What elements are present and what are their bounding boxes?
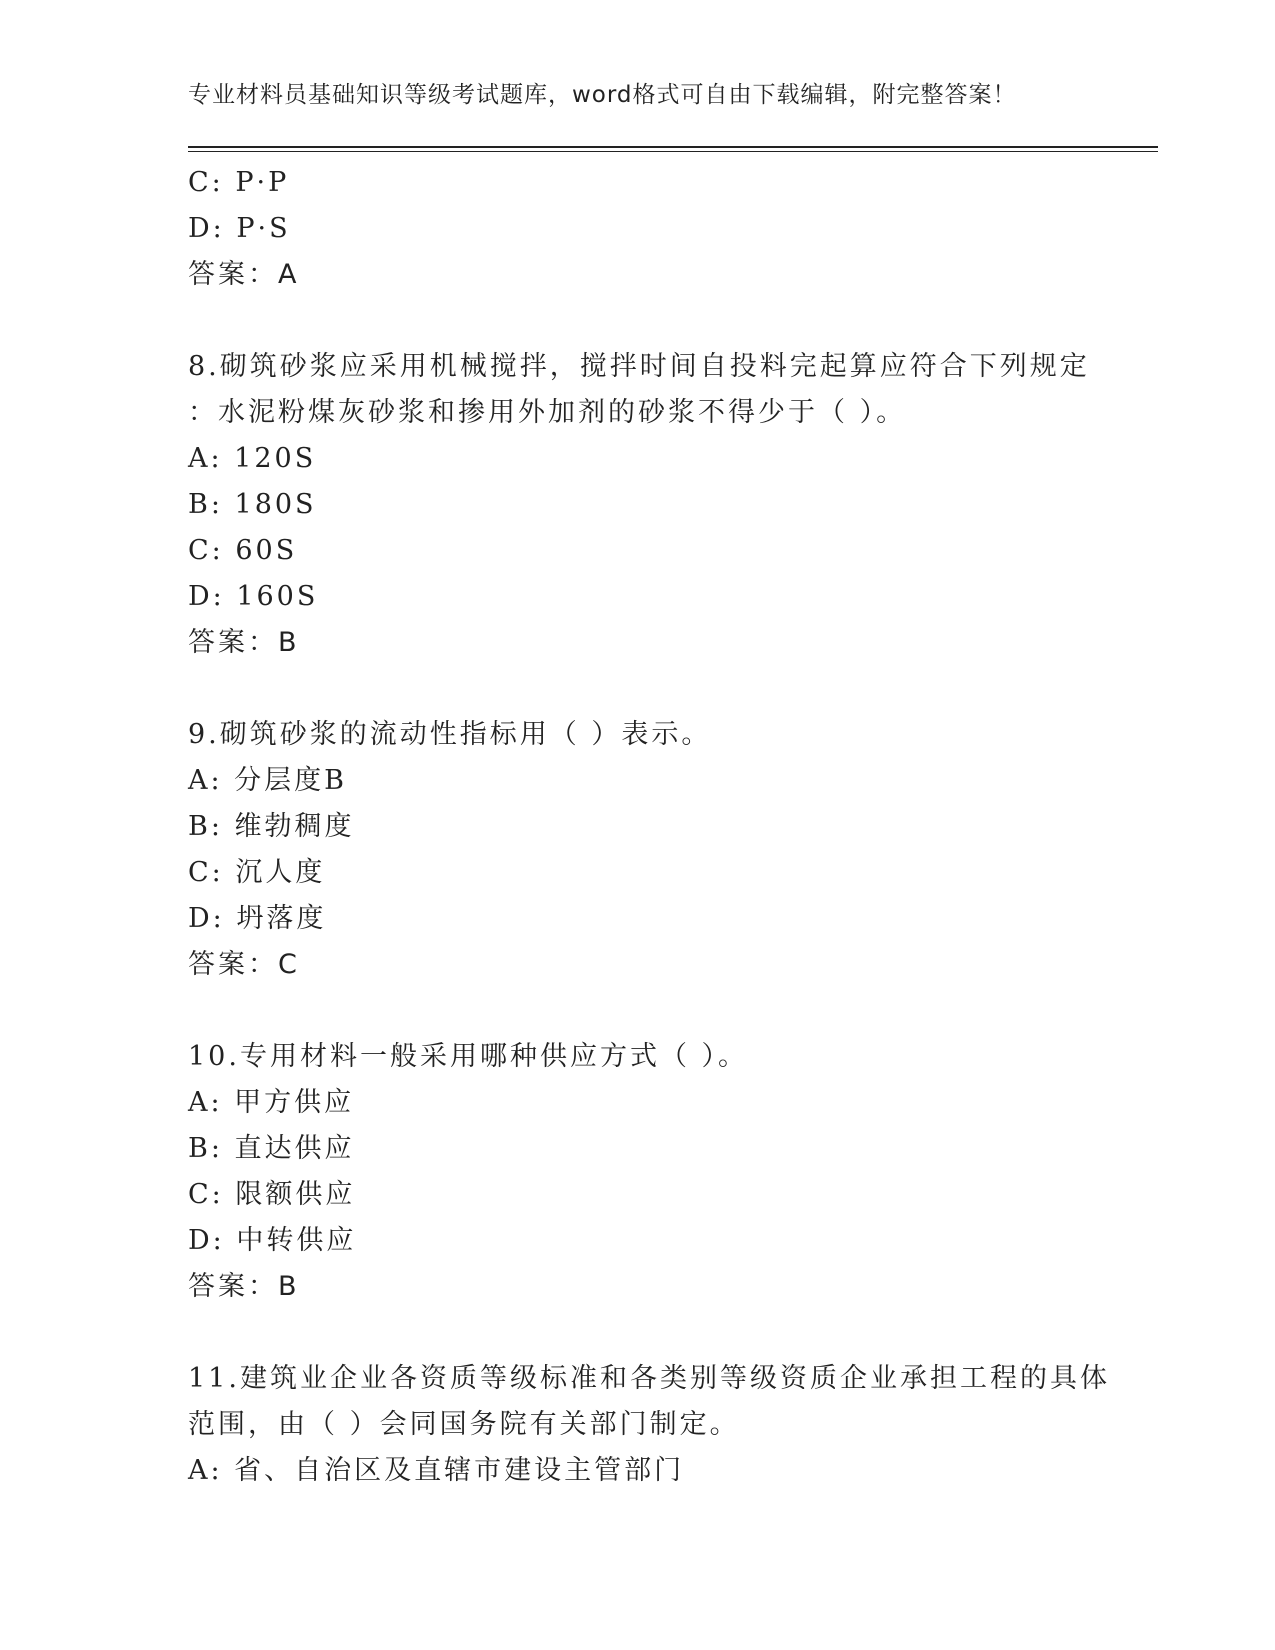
option-a: A: 省、自治区及直辖市建设主管部门 [188,1455,685,1486]
question-stem: ：水泥粉煤灰砂浆和掺用外加剂的砂浆不得少于（ ）。 [188,397,907,428]
question-stem: 11.建筑业企业各资质等级标准和各类别等级资质企业承担工程的具体 [188,1363,1110,1394]
option-a: A: 甲方供应 [188,1087,355,1118]
option-d: D: 160S [188,581,319,612]
option-a: A: 120S [188,443,317,474]
option-d: D: P·S [188,213,291,244]
answer-line: 答案：B [188,627,300,658]
option-c: C: 沉人度 [188,857,326,888]
option-c: C: 限额供应 [188,1179,356,1210]
option-b: B: 180S [188,489,317,520]
question-stem: 范围，由（ ）会同国务院有关部门制定。 [188,1409,740,1440]
question-stem: 9.砌筑砂浆的流动性指标用（ ）表示。 [188,719,712,750]
option-b: B: 直达供应 [188,1133,355,1164]
answer-line: 答案：B [188,1271,300,1302]
header-rule-thick [188,146,1158,148]
header-rule-thin [188,151,1158,152]
option-a: A: 分层度B [188,765,348,796]
question-list [188,160,1110,1494]
page-header: 专业材料员基础知识等级考试题库，word格式可自由下载编辑，附完整答案！ [188,82,1017,108]
option-d: D: 中转供应 [188,1225,357,1256]
question-stem: 8.砌筑砂浆应采用机械搅拌，搅拌时间自投料完起算应符合下列规定 [188,351,1090,382]
question-stem: 10.专用材料一般采用哪种供应方式（ ）。 [188,1041,749,1072]
option-c: C: P·P [188,167,290,198]
answer-line: 答案：A [188,259,300,290]
answer-line: 答案：C [188,949,300,980]
option-c: C: 60S [188,535,298,566]
option-d: D: 坍落度 [188,903,327,934]
option-b: B: 维勃稠度 [188,811,355,842]
